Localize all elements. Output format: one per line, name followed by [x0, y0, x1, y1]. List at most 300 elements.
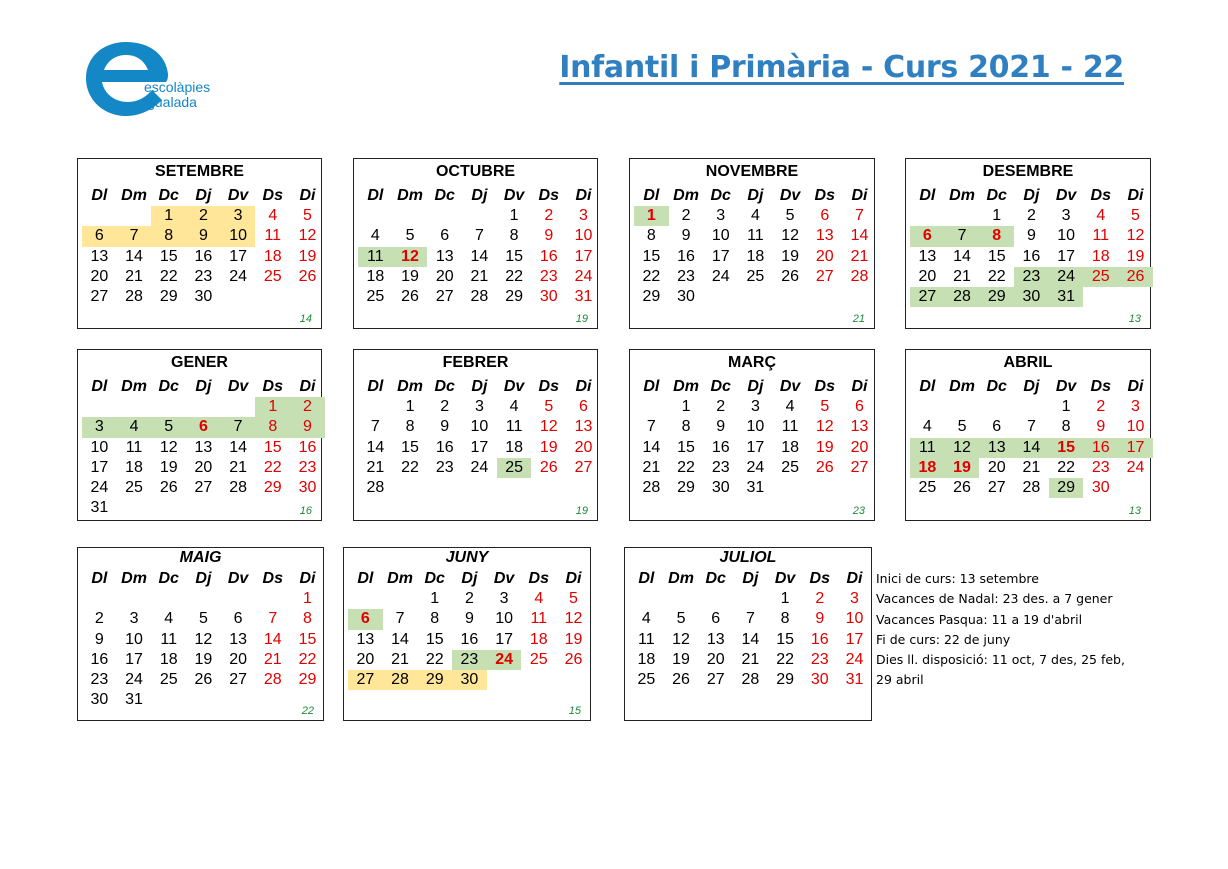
weekday-header: Dc — [158, 378, 179, 395]
day-cell: 24 — [470, 458, 489, 476]
day-cell: 28 — [850, 267, 869, 285]
day-cell: 28 — [1022, 479, 1041, 497]
day-cell: 19 — [564, 630, 583, 648]
day-cell: 15 — [642, 247, 661, 265]
day-cell: 1 — [303, 590, 312, 607]
day-cell: 27 — [987, 479, 1006, 497]
day-cell: 17 — [845, 630, 864, 648]
day-cell: 22 — [505, 267, 523, 285]
day-cell: 3 — [82, 417, 117, 437]
day-cell: 14 — [125, 247, 143, 265]
day-cell: 28 — [229, 479, 247, 497]
weekday-header: Dj — [747, 187, 764, 204]
day-cell: 18 — [781, 438, 799, 456]
day-cell: 14 — [953, 247, 971, 265]
day-cell: 16 — [810, 630, 829, 648]
day-cell: 24 — [125, 671, 143, 689]
weekday-header: Ds — [262, 187, 283, 204]
day-cell: 8 — [151, 226, 186, 246]
day-cell: 17 — [495, 630, 513, 648]
month-juny — [343, 547, 591, 721]
day-cell: 29 — [298, 671, 317, 689]
day-cell: 11 — [1092, 227, 1110, 245]
day-cell: 21 — [229, 458, 247, 476]
day-cell: 24 — [1049, 267, 1084, 287]
weekday-header: Di — [1127, 378, 1144, 395]
day-cell: 20 — [815, 247, 834, 265]
day-cell: 17 — [1118, 438, 1153, 458]
day-cell: 8 — [780, 610, 790, 628]
day-empty — [151, 589, 186, 609]
day-cell: 19 — [539, 438, 558, 456]
day-cell: 31 — [746, 479, 765, 497]
weekday-header: Dv — [1055, 187, 1077, 204]
day-cell: 8 — [509, 227, 519, 245]
day-cell: 18 — [505, 438, 523, 456]
day-cell: 13 — [918, 247, 937, 265]
day-cell: 25 — [366, 288, 385, 306]
day-cell: 12 — [815, 418, 834, 436]
day-cell: 30 — [1014, 287, 1049, 307]
note-free-days-cont: 29 abril — [876, 672, 924, 688]
day-cell: 2 — [290, 397, 325, 417]
weekday-header: Dl — [91, 570, 108, 587]
day-cell: 10 — [711, 227, 730, 245]
day-cell: 13 — [194, 438, 213, 456]
day-cell: 14 — [391, 630, 409, 648]
day-cell: 10 — [495, 610, 513, 628]
day-cell: 24 — [1126, 458, 1145, 476]
day-cell: 25 — [746, 267, 765, 285]
weekday-header: Dc — [434, 378, 455, 395]
day-cell: 28 — [470, 288, 489, 306]
weekday-header: Ds — [262, 378, 283, 395]
month-novembre — [629, 158, 875, 329]
day-cell: 18 — [263, 247, 282, 265]
day-empty — [186, 397, 221, 417]
month-setembre — [77, 158, 322, 329]
day-cell: 14 — [229, 438, 247, 456]
day-cell: 3 — [850, 590, 859, 607]
day-cell: 2 — [94, 610, 104, 628]
weekday-header: Dm — [121, 378, 147, 395]
day-cell: 20 — [850, 438, 869, 456]
day-cell: 17 — [125, 650, 143, 668]
day-cell: 28 — [383, 670, 418, 690]
day-cell: 23 — [452, 650, 487, 670]
weekday-header: Dv — [774, 570, 796, 587]
day-cell: 6 — [82, 226, 117, 246]
weekday-header: Dm — [673, 378, 699, 395]
day-cell: 18 — [366, 267, 385, 285]
day-cell: 5 — [405, 227, 415, 245]
day-cell: 14 — [263, 630, 282, 648]
day-cell: 17 — [711, 247, 730, 265]
weekday-header: Dl — [367, 187, 384, 204]
day-cell: 17 — [90, 458, 109, 476]
month-name: ABRIL — [1003, 354, 1053, 371]
weekday-header: Dj — [1023, 187, 1040, 204]
day-cell: 13 — [574, 418, 593, 436]
school-days-count: 19 — [575, 313, 588, 325]
day-cell: 22 — [642, 267, 661, 285]
day-cell: 7 — [745, 610, 755, 628]
day-cell: 15 — [425, 630, 444, 648]
day-cell: 8 — [681, 418, 691, 436]
day-cell: 20 — [706, 650, 725, 668]
weekday-header: Di — [851, 187, 868, 204]
day-cell: 5 — [820, 398, 830, 415]
day-cell: 31 — [845, 671, 864, 689]
logo-line-2: igualada — [144, 94, 197, 110]
day-empty — [698, 589, 733, 609]
day-cell: 5 — [198, 610, 208, 628]
day-cell: 3 — [750, 398, 760, 415]
day-cell: 2 — [815, 590, 825, 607]
day-cell: 16 — [435, 438, 454, 456]
day-cell: 16 — [90, 650, 109, 668]
day-cell: 27 — [706, 671, 725, 689]
day-cell: 27 — [850, 458, 869, 476]
month-marc — [629, 349, 875, 521]
weekday-header: Dl — [367, 378, 384, 395]
day-cell: 10 — [470, 418, 489, 436]
day-cell: 4 — [268, 207, 278, 224]
month-name: GENER — [171, 354, 228, 371]
day-cell: 2 — [681, 207, 691, 224]
day-cell: 16 — [1022, 247, 1041, 265]
day-cell: 24 — [90, 479, 109, 497]
day-cell: 23 — [90, 671, 109, 689]
day-cell: 18 — [910, 458, 945, 478]
day-cell: 23 — [539, 267, 558, 285]
day-empty — [151, 397, 186, 417]
day-empty — [255, 589, 290, 609]
day-cell: 27 — [435, 288, 454, 306]
day-cell: 5 — [544, 398, 554, 415]
day-cell: 19 — [945, 458, 980, 478]
day-cell: 12 — [781, 227, 799, 245]
day-cell: 27 — [348, 670, 383, 690]
day-cell: 25 — [263, 267, 282, 285]
day-cell: 12 — [1126, 227, 1145, 245]
day-cell: 12 — [298, 227, 317, 245]
day-cell: 15 — [263, 438, 282, 456]
day-cell: 1 — [780, 590, 790, 607]
weekday-header: Dc — [710, 378, 731, 395]
day-cell: 15 — [987, 247, 1006, 265]
day-cell: 7 — [945, 226, 980, 246]
day-cell: 30 — [452, 670, 487, 690]
weekday-header: Dl — [643, 378, 660, 395]
month-name: JULIOL — [719, 549, 777, 566]
day-cell: 4 — [750, 207, 760, 224]
month-name: OCTUBRE — [435, 163, 516, 180]
day-cell: 15 — [298, 630, 317, 648]
day-cell: 27 — [90, 288, 109, 306]
day-cell: 13 — [850, 418, 869, 436]
day-cell: 10 — [221, 226, 256, 246]
weekday-header: Dv — [503, 378, 525, 395]
day-cell: 11 — [638, 630, 655, 648]
day-cell: 29 — [776, 671, 794, 689]
day-cell: 20 — [918, 267, 937, 285]
day-cell: 19 — [159, 458, 178, 476]
day-cell: 13 — [435, 247, 454, 265]
weekday-header: Dm — [397, 187, 423, 204]
day-cell: 1 — [1061, 398, 1071, 415]
day-cell: 11 — [160, 630, 178, 648]
day-cell: 12 — [159, 438, 178, 456]
day-cell: 8 — [405, 418, 415, 436]
day-cell: 21 — [1022, 458, 1041, 476]
day-cell: 28 — [125, 288, 143, 306]
day-cell: 30 — [539, 288, 558, 306]
day-cell: 5 — [957, 418, 967, 436]
day-grid — [358, 186, 601, 307]
weekday-header: Dc — [158, 570, 179, 587]
day-empty — [383, 589, 418, 609]
day-cell: 10 — [90, 438, 109, 456]
day-cell: 22 — [263, 458, 282, 476]
day-cell: 15 — [677, 438, 695, 456]
weekday-header: Dc — [434, 187, 455, 204]
day-cell: 4 — [534, 590, 544, 607]
day-cell: 26 — [564, 650, 583, 668]
weekday-header: Di — [846, 570, 863, 587]
weekday-header: Ds — [809, 570, 830, 587]
day-cell: 9 — [544, 227, 554, 245]
day-cell: 5 — [303, 207, 312, 224]
day-cell: 10 — [125, 630, 143, 648]
day-cell: 15 — [776, 630, 794, 648]
day-cell: 8 — [255, 417, 290, 437]
day-grid — [348, 569, 591, 690]
day-cell: 12 — [194, 630, 213, 648]
day-cell: 22 — [677, 458, 695, 476]
day-cell: 16 — [194, 247, 213, 265]
day-cell: 12 — [564, 610, 583, 628]
school-days-count: 22 — [301, 705, 314, 717]
day-cell: 11 — [125, 438, 143, 456]
day-cell: 28 — [366, 479, 385, 497]
day-cell: 8 — [430, 610, 440, 628]
day-cell: 26 — [539, 458, 558, 476]
day-cell: 29 — [263, 479, 282, 497]
day-cell: 13 — [706, 630, 725, 648]
day-cell: 18 — [746, 247, 765, 265]
weekday-header: Dl — [357, 570, 374, 587]
day-cell: 12 — [945, 438, 980, 458]
weekday-header: Ds — [814, 378, 835, 395]
day-cell: 23 — [435, 458, 454, 476]
day-cell: 10 — [845, 610, 864, 628]
day-cell: 16 — [677, 247, 695, 265]
weekday-header: Dv — [493, 570, 515, 587]
day-cell: 3 — [474, 398, 484, 415]
day-cell: 22 — [987, 267, 1006, 285]
school-days-count: 16 — [299, 505, 312, 517]
day-cell: 3 — [1061, 207, 1071, 224]
day-cell: 16 — [460, 630, 479, 648]
day-cell: 9 — [1026, 227, 1036, 245]
day-cell: 24 — [229, 267, 247, 285]
calendar-notes — [876, 569, 1125, 691]
day-cell: 3 — [1131, 398, 1140, 415]
month-octubre — [353, 158, 598, 329]
day-empty — [348, 589, 383, 609]
note-easter: Vacances Pasqua: 11 a 19 d'abril — [876, 611, 1083, 627]
day-cell: 21 — [850, 247, 869, 265]
day-cell: 26 — [298, 267, 317, 285]
weekday-header: Di — [299, 570, 316, 587]
day-cell: 25 — [918, 479, 937, 497]
day-empty — [117, 589, 152, 609]
day-cell: 25 — [1083, 267, 1118, 287]
day-cell: 20 — [229, 650, 247, 668]
day-cell: 16 — [298, 438, 317, 456]
day-cell: 6 — [440, 227, 450, 245]
day-cell: 4 — [785, 398, 795, 415]
weekday-header: Dl — [638, 570, 655, 587]
day-cell: 25 — [497, 458, 532, 478]
weekday-header: Dc — [424, 570, 445, 587]
day-cell: 11 — [530, 610, 548, 628]
weekday-header: Di — [299, 187, 316, 204]
day-cell: 22 — [776, 650, 794, 668]
day-cell: 3 — [129, 610, 139, 628]
note-free-days: Dies ll. disposició: 11 oct, 7 des, 25 feb, — [876, 652, 1125, 668]
day-cell: 23 — [194, 267, 213, 285]
day-cell: 24 — [711, 267, 730, 285]
day-empty — [221, 589, 256, 609]
weekday-header: Ds — [528, 570, 549, 587]
weekday-header: Dj — [1023, 378, 1040, 395]
day-cell: 25 — [529, 650, 548, 668]
day-cell: 17 — [229, 247, 247, 265]
day-grid — [629, 569, 872, 690]
day-cell: 7 — [395, 610, 405, 628]
day-cell: 26 — [815, 458, 834, 476]
day-cell: 6 — [711, 610, 721, 628]
day-grid — [634, 377, 877, 498]
day-empty — [117, 397, 152, 417]
day-cell: 19 — [672, 650, 690, 668]
weekday-header: Ds — [1090, 187, 1111, 204]
month-febrer — [353, 349, 598, 521]
day-cell: 24 — [845, 650, 864, 668]
day-cell: 30 — [677, 288, 695, 306]
day-cell: 1 — [151, 206, 186, 226]
month-gener — [77, 349, 322, 521]
day-cell: 28 — [642, 479, 661, 497]
day-cell: 30 — [194, 288, 213, 306]
day-cell: 19 — [298, 247, 317, 265]
day-cell: 27 — [574, 458, 593, 476]
day-cell: 1 — [634, 206, 669, 226]
day-cell: 9 — [290, 417, 325, 437]
day-cell: 8 — [646, 227, 656, 245]
day-cell: 9 — [681, 227, 691, 245]
day-cell: 10 — [574, 227, 593, 245]
day-cell: 16 — [711, 438, 730, 456]
day-cell: 30 — [298, 479, 317, 497]
note-christmas: Vacances de Nadal: 23 des. a 7 gener — [876, 591, 1113, 607]
day-cell: 30 — [90, 691, 109, 709]
day-cell: 27 — [815, 267, 834, 285]
day-cell: 28 — [741, 671, 760, 689]
day-cell: 30 — [711, 479, 730, 497]
day-cell: 17 — [574, 247, 593, 265]
day-cell: 7 — [1026, 418, 1036, 436]
school-days-count: 15 — [568, 705, 581, 717]
month-name: MAIG — [179, 549, 222, 566]
day-cell: 6 — [820, 207, 830, 224]
day-cell: 28 — [263, 671, 282, 689]
day-cell: 21 — [366, 458, 385, 476]
weekday-header: Dm — [387, 570, 413, 587]
day-empty — [629, 589, 664, 609]
weekday-header: Dl — [91, 187, 108, 204]
day-cell: 5 — [151, 417, 186, 437]
note-end: Fi de curs: 22 de juny — [876, 631, 1011, 647]
day-cell: 7 — [646, 418, 656, 436]
day-empty — [393, 206, 428, 226]
weekday-header: Dj — [742, 570, 759, 587]
day-cell: 21 — [741, 650, 760, 668]
day-empty — [910, 397, 945, 417]
day-cell: 1 — [255, 397, 290, 417]
weekday-header: Dm — [949, 378, 975, 395]
day-cell: 6 — [992, 418, 1002, 436]
day-cell: 31 — [125, 691, 143, 709]
day-cell: 9 — [186, 226, 221, 246]
day-cell: 12 — [539, 418, 558, 436]
logo-line-1: escolàpies — [144, 79, 211, 95]
day-cell: 20 — [194, 458, 213, 476]
school-days-count: 19 — [575, 505, 588, 517]
weekday-header: Di — [299, 378, 316, 395]
day-cell: 27 — [910, 287, 945, 307]
day-grid — [634, 186, 877, 307]
day-cell: 20 — [435, 267, 454, 285]
day-cell: 18 — [125, 458, 143, 476]
day-cell: 14 — [366, 438, 385, 456]
day-cell: 24 — [487, 650, 522, 670]
day-cell: 3 — [579, 207, 588, 224]
day-empty — [427, 206, 462, 226]
day-cell: 18 — [529, 630, 548, 648]
day-cell: 19 — [401, 267, 419, 285]
month-name: MARÇ — [728, 354, 776, 371]
day-cell: 26 — [194, 671, 213, 689]
logo-text — [144, 80, 210, 110]
day-cell: 4 — [1096, 207, 1106, 224]
school-days-count: 23 — [852, 505, 865, 517]
day-grid — [82, 186, 325, 307]
day-cell: 19 — [781, 247, 799, 265]
weekday-header: Dm — [673, 187, 699, 204]
day-cell: 22 — [401, 458, 419, 476]
day-cell: 29 — [505, 288, 523, 306]
day-cell: 26 — [953, 479, 971, 497]
day-cell: 26 — [401, 288, 419, 306]
day-cell: 11 — [505, 418, 523, 436]
weekday-header: Dl — [919, 378, 936, 395]
weekday-header: Ds — [1090, 378, 1111, 395]
day-cell: 13 — [229, 630, 247, 648]
day-empty — [358, 397, 393, 417]
